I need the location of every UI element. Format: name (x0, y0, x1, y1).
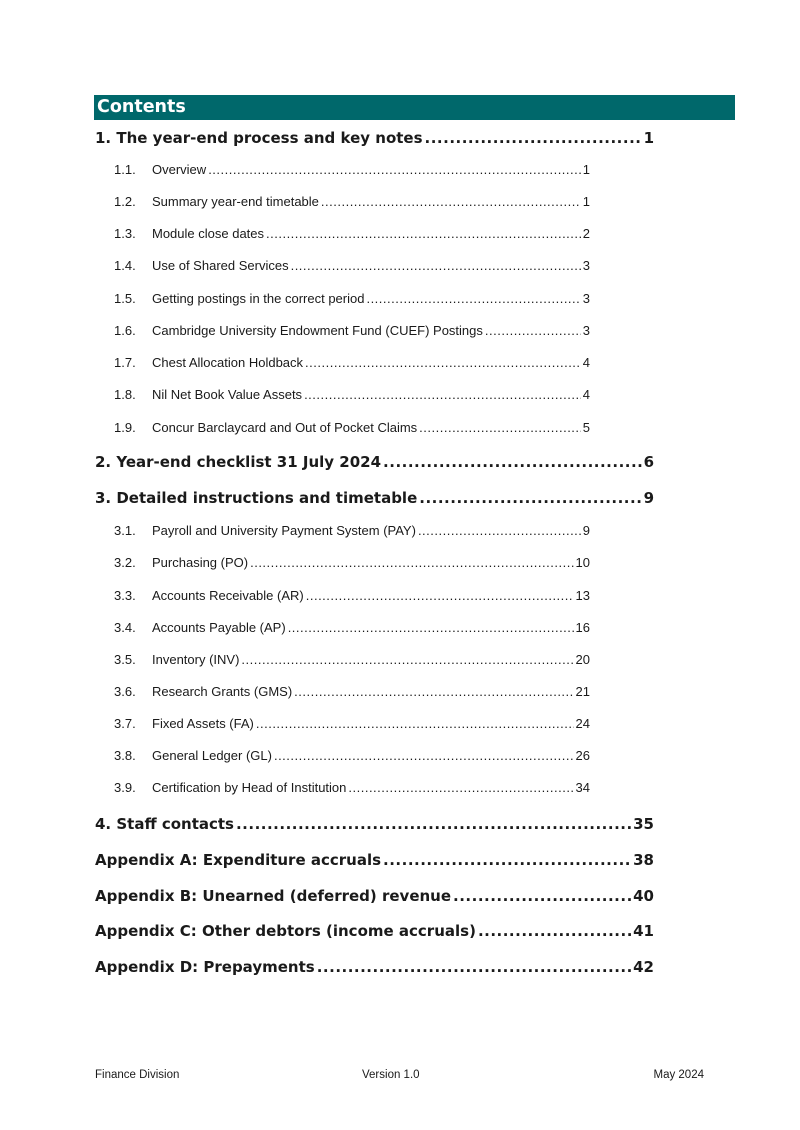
toc-entry[interactable] (114, 523, 590, 543)
toc-entry-title: Accounts Payable (AP) (152, 620, 286, 635)
toc-entry[interactable] (114, 387, 590, 407)
toc-entry-number: 1.8. (114, 387, 136, 402)
toc-entry-number: 1.3. (114, 226, 136, 241)
toc-entry-page-number: 2 (582, 226, 590, 241)
toc-entry[interactable] (114, 748, 590, 768)
toc-dot-leader (321, 194, 581, 209)
toc-entry-number: 3.1. (114, 523, 136, 538)
toc-entry-page-number: 3 (582, 291, 590, 306)
toc-entry-title: Fixed Assets (FA) (152, 716, 254, 731)
toc-entry[interactable] (114, 420, 590, 440)
toc-entry-page-number: 42 (633, 958, 654, 976)
toc-entry-title: Payroll and University Payment System (PAY) (152, 523, 416, 538)
toc-entry-number: 1.7. (114, 355, 136, 370)
toc-entry-title: Concur Barclaycard and Out of Pocket Claims (152, 420, 418, 435)
toc-entry-title: Use of Shared Services (152, 258, 289, 273)
toc-entry-page-number: 40 (633, 887, 654, 905)
toc-entry[interactable] (95, 129, 654, 151)
toc-entry-page-number: 34 (575, 780, 590, 795)
toc-entry[interactable] (114, 323, 590, 343)
toc-entry-page-number: 4 (582, 387, 590, 402)
toc-dot-leader (383, 851, 631, 869)
toc-dot-leader (241, 652, 573, 667)
toc-entry-title: Accounts Receivable (AR) (152, 588, 304, 603)
toc-entry[interactable] (114, 258, 590, 278)
toc-entry-title: Getting postings in the correct period (152, 291, 365, 306)
toc-entry-number: 3.5. (114, 652, 136, 667)
toc-entry-page-number: 3 (582, 323, 590, 338)
toc-dot-leader (291, 258, 581, 273)
toc-entry-number: 1.4. (114, 258, 136, 273)
toc-entry[interactable] (95, 453, 654, 475)
toc-entry-page-number: 41 (633, 922, 654, 940)
toc-dot-leader (317, 958, 631, 976)
toc-entry-page-number: 6 (643, 453, 654, 471)
toc-dot-leader (425, 129, 642, 147)
toc-entry-page-number: 1 (582, 194, 590, 209)
toc-entry[interactable] (114, 291, 590, 311)
toc-entry-page-number: 1 (582, 162, 590, 177)
toc-entry-title: 3. Detailed instructions and timetable (95, 489, 418, 507)
toc-dot-leader (256, 716, 574, 731)
toc-entry-title: 1. The year-end process and key notes (95, 129, 423, 147)
toc-entry[interactable] (114, 194, 590, 214)
toc-entry-number: 3.3. (114, 588, 136, 603)
toc-dot-leader (304, 387, 581, 402)
toc-entry-number: 1.1. (114, 162, 136, 177)
toc-dot-leader (418, 523, 581, 538)
toc-dot-leader (250, 555, 573, 570)
toc-entry-number: 1.5. (114, 291, 136, 306)
toc-dot-leader (236, 815, 631, 833)
toc-entry[interactable] (114, 588, 590, 608)
toc-entry-title: Appendix C: Other debtors (income accruals) (95, 922, 476, 940)
toc-entry[interactable] (114, 684, 590, 704)
toc-entry-title: Cambridge University Endowment Fund (CUEF) Postings (152, 323, 483, 338)
toc-entry-title: Appendix A: Expenditure accruals (95, 851, 382, 869)
toc-dot-leader (453, 887, 631, 905)
toc-dot-leader (306, 588, 574, 603)
toc-dot-leader (419, 489, 641, 507)
toc-dot-leader (274, 748, 574, 763)
toc-dot-leader (478, 922, 631, 940)
toc-entry-page-number: 20 (575, 652, 590, 667)
toc-entry-page-number: 10 (575, 555, 590, 570)
toc-dot-leader (348, 780, 573, 795)
toc-dot-leader (208, 162, 581, 177)
toc-dot-leader (305, 355, 581, 370)
toc-entry[interactable] (95, 922, 654, 944)
toc-entry[interactable] (114, 355, 590, 375)
toc-dot-leader (383, 453, 642, 471)
contents-banner (94, 95, 735, 120)
toc-entry-number: 3.2. (114, 555, 136, 570)
toc-dot-leader (288, 620, 574, 635)
toc-entry-page-number: 9 (643, 489, 654, 507)
toc-entry-title: 2. Year-end checklist 31 July 2024 (95, 453, 382, 471)
toc-entry-page-number: 24 (575, 716, 590, 731)
toc-entry-number: 3.8. (114, 748, 136, 763)
toc-entry-title: Purchasing (PO) (152, 555, 249, 570)
toc-entry-title: Module close dates (152, 226, 265, 241)
toc-entry-page-number: 4 (582, 355, 590, 370)
footer-right: May 2024 (653, 1069, 704, 1081)
toc-entry-number: 1.9. (114, 420, 136, 435)
toc-entry-title: Summary year-end timetable (152, 194, 319, 209)
toc-entry[interactable] (95, 815, 654, 837)
toc-entry-title: 4. Staff contacts (95, 815, 234, 833)
footer-left: Finance Division (95, 1069, 180, 1081)
toc-dot-leader (485, 323, 581, 338)
toc-entry-title: General Ledger (GL) (152, 748, 272, 763)
toc-entry[interactable] (114, 652, 590, 672)
toc-entry[interactable] (114, 716, 590, 736)
toc-entry-page-number: 21 (575, 684, 590, 699)
toc-entry-number: 3.7. (114, 716, 136, 731)
toc-entry-number: 3.6. (114, 684, 136, 699)
toc-entry-page-number: 13 (575, 588, 590, 603)
toc-entry-title: Nil Net Book Value Assets (152, 387, 303, 402)
toc-entry-page-number: 9 (582, 523, 590, 538)
toc-entry-title: Appendix D: Prepayments (95, 958, 315, 976)
toc-entry-page-number: 5 (582, 420, 590, 435)
toc-entry-title: Chest Allocation Holdback (152, 355, 304, 370)
toc-entry[interactable] (95, 958, 654, 980)
toc-entry[interactable] (114, 555, 590, 575)
toc-entry-page-number: 35 (633, 815, 654, 833)
toc-dot-leader (419, 420, 581, 435)
toc-entry[interactable] (95, 489, 654, 511)
toc-entry-page-number: 38 (633, 851, 654, 869)
toc-dot-leader (266, 226, 581, 241)
toc-entry-page-number: 16 (575, 620, 590, 635)
toc-entry[interactable] (114, 226, 590, 246)
footer-center: Version 1.0 (362, 1069, 420, 1081)
toc-entry-title: Research Grants (GMS) (152, 684, 293, 699)
toc-entry-title: Inventory (INV) (152, 652, 240, 667)
toc-entry[interactable] (95, 887, 654, 909)
contents-heading: Contents (97, 97, 186, 117)
toc-entry[interactable] (114, 620, 590, 640)
toc-entry-page-number: 26 (575, 748, 590, 763)
toc-entry[interactable] (114, 780, 590, 800)
toc-entry[interactable] (95, 851, 654, 873)
toc-entry-number: 1.6. (114, 323, 136, 338)
toc-entry-number: 3.9. (114, 780, 136, 795)
toc-dot-leader (366, 291, 580, 306)
toc-entry-number: 1.2. (114, 194, 136, 209)
toc-entry[interactable] (114, 162, 590, 182)
toc-entry-page-number: 3 (582, 258, 590, 273)
toc-entry-title: Appendix B: Unearned (deferred) revenue (95, 887, 452, 905)
toc-entry-title: Overview (152, 162, 207, 177)
toc-dot-leader (294, 684, 573, 699)
toc-entry-title: Certification by Head of Institution (152, 780, 347, 795)
toc-entry-page-number: 1 (643, 129, 654, 147)
toc-entry-number: 3.4. (114, 620, 136, 635)
